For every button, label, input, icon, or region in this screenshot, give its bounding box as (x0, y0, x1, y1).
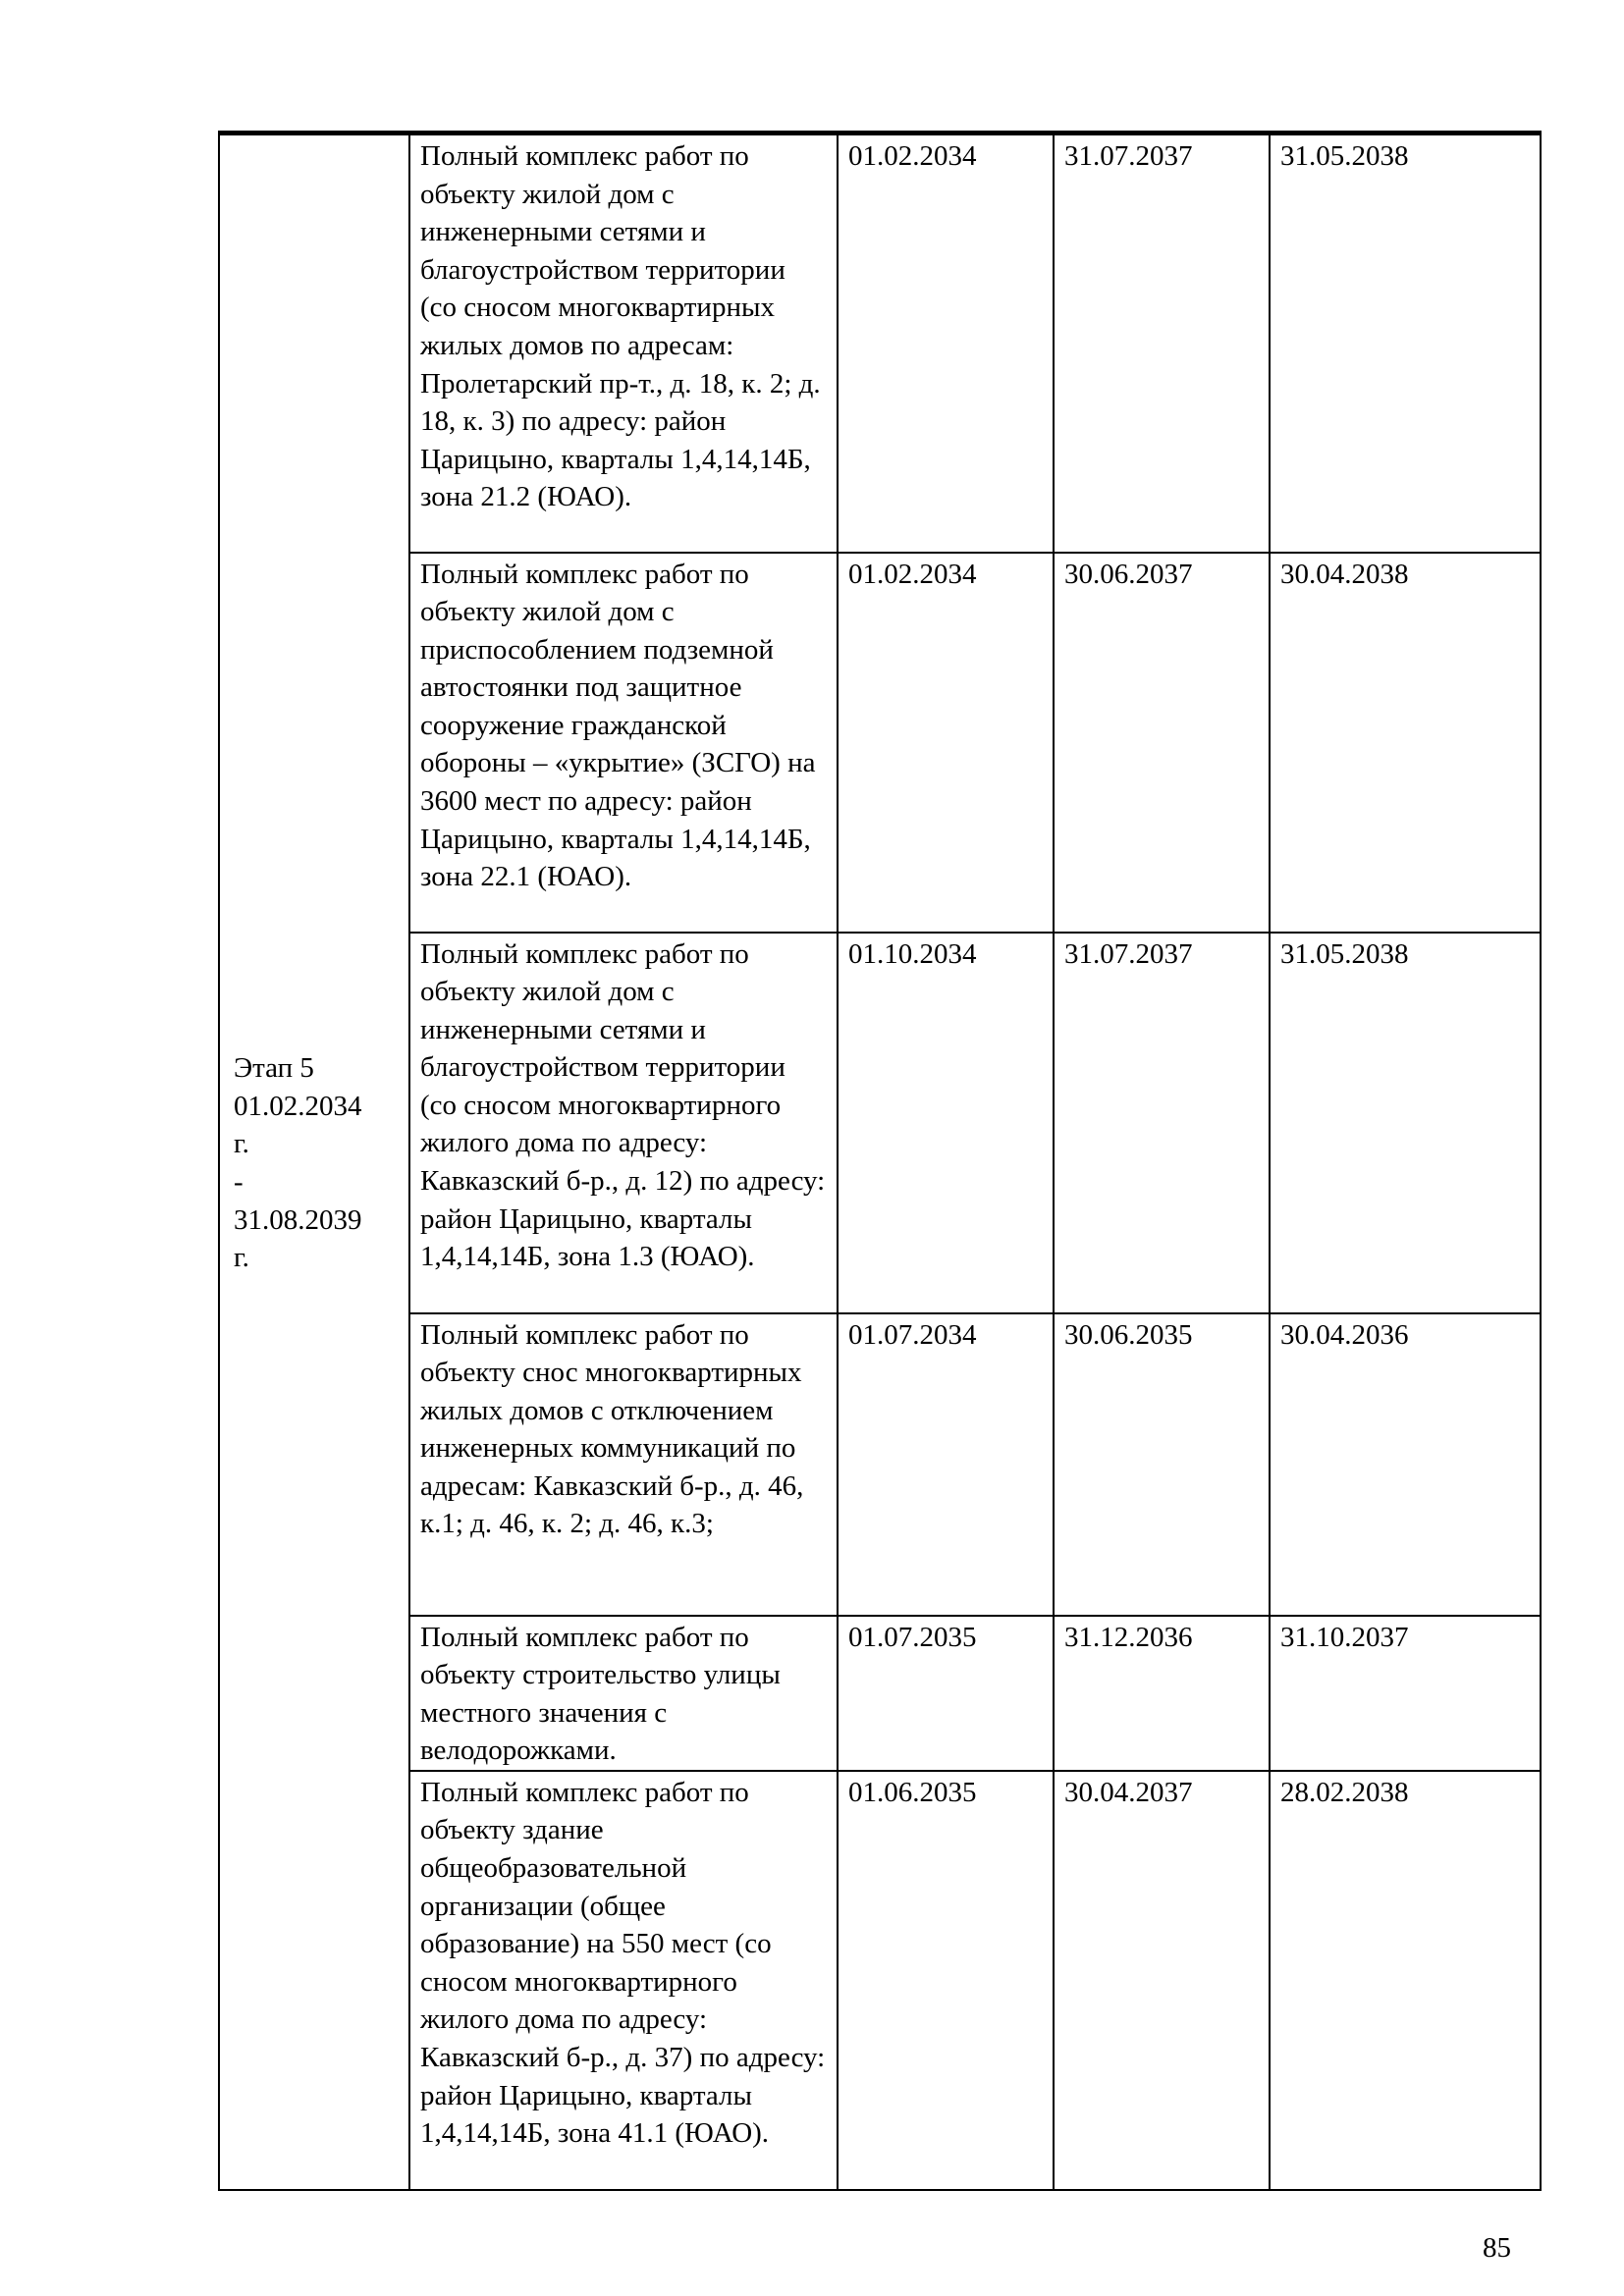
table-row (219, 1771, 1541, 2190)
commissioning-date: 31.05.2038 (1270, 933, 1541, 1313)
table-row (219, 1313, 1541, 1616)
table-row (219, 553, 1541, 933)
page-number: 85 (1483, 2232, 1511, 2264)
start-date: 01.10.2034 (838, 933, 1054, 1313)
start-date: 01.07.2034 (838, 1313, 1054, 1616)
start-date: 01.02.2034 (838, 553, 1054, 933)
work-description: Полный комплекс работ по объекту снос многоквартирных жилых домов с отключением инженерных коммуникаций по адресам: Кавказский б-р., д. 46, к.1; д. 46, к. 2; д. 46, к.3; (409, 1313, 838, 1616)
commissioning-date: 31.10.2037 (1270, 1616, 1541, 1771)
stage-start-date: 01.02.2034 (234, 1090, 362, 1122)
completion-date: 31.07.2037 (1054, 133, 1270, 553)
commissioning-date: 31.05.2038 (1270, 133, 1541, 553)
stage-cell (219, 133, 409, 2190)
table-row (219, 1616, 1541, 1771)
table-row (219, 133, 1541, 553)
commissioning-date: 30.04.2038 (1270, 553, 1541, 933)
completion-date: 30.04.2037 (1054, 1771, 1270, 2190)
stage-end-date: 31.08.2039 (234, 1203, 362, 1236)
completion-date: 30.06.2037 (1054, 553, 1270, 933)
work-description: Полный комплекс работ по объекту здание общеобразовательной организации (общее образование) на 550 мест (со сносом многоквартирного жилого дома по адресу: Кавказский б-р., д. 37) по адресу: район Царицыно, кварталы 1,4,14,14Б, зона 41.1 (ЮАО). (409, 1771, 838, 2190)
work-description: Полный комплекс работ по объекту строительство улицы местного значения с велодорожками. (409, 1616, 838, 1771)
stage-title: Этап 5 (234, 1052, 314, 1085)
completion-date: 31.12.2036 (1054, 1616, 1270, 1771)
table-row (219, 933, 1541, 1313)
stage-end-suffix: г. (234, 1242, 249, 1274)
commissioning-date: 30.04.2036 (1270, 1313, 1541, 1616)
stage-start-suffix: г. (234, 1128, 249, 1160)
schedule-table (218, 131, 1542, 2191)
stage-dash: - (234, 1165, 244, 1198)
work-description: Полный комплекс работ по объекту жилой дом с инженерными сетями и благоустройством территории (со сносом многоквартирного жилого дома по адресу: Кавказский б-р., д. 12) по адресу: район Царицыно, кварталы 1,4,14,14Б, зона 1.3 (ЮАО). (409, 933, 838, 1313)
commissioning-date: 28.02.2038 (1270, 1771, 1541, 2190)
start-date: 01.07.2035 (838, 1616, 1054, 1771)
start-date: 01.02.2034 (838, 133, 1054, 553)
start-date: 01.06.2035 (838, 1771, 1054, 2190)
work-description: Полный комплекс работ по объекту жилой дом с приспособлением подземной автостоянки под защитное сооружение гражданской обороны – «укрытие» (ЗСГО) на 3600 мест по адресу: район Царицыно, кварталы 1,4,14,14Б, зона 22.1 (ЮАО). (409, 553, 838, 933)
completion-date: 31.07.2037 (1054, 933, 1270, 1313)
work-description: Полный комплекс работ по объекту жилой дом с инженерными сетями и благоустройством территории (со сносом многоквартирных жилых домов по адресам: Пролетарский пр-т., д. 18, к. 2; д. 18, к. 3) по адресу: район Царицыно, кварталы 1,4,14,14Б, зона 21.2 (ЮАО). (409, 133, 838, 553)
completion-date: 30.06.2035 (1054, 1313, 1270, 1616)
